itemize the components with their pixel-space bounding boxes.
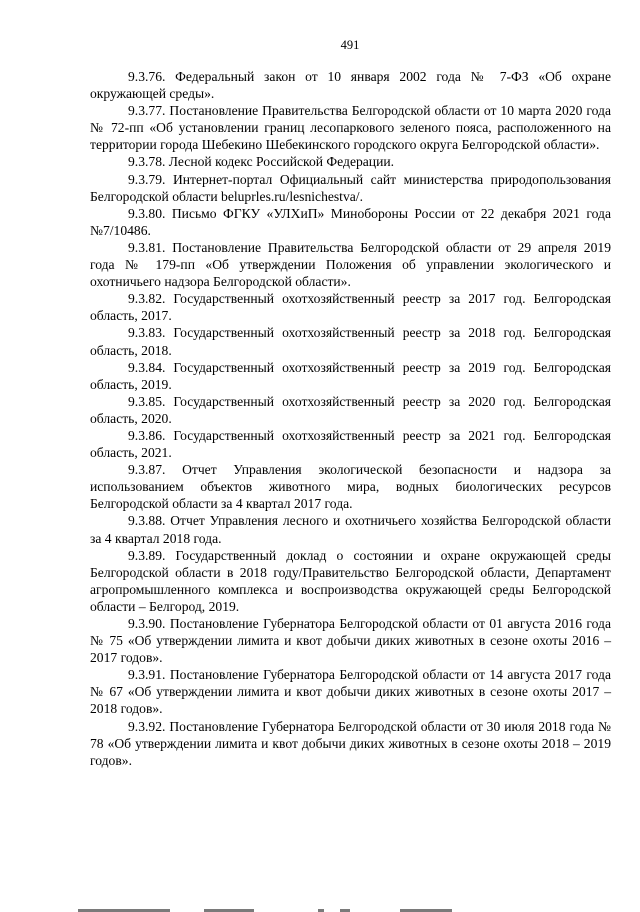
- reference-item: [90, 427, 611, 461]
- reference-number: 9.3.80.: [128, 205, 166, 221]
- reference-item: [90, 68, 611, 102]
- reference-text: Интернет-портал Официальный сайт министерства природопользования Белгородской области beluprles.ru/lesnichestva/.: [90, 171, 611, 204]
- reference-item: [90, 171, 611, 205]
- reference-item: [90, 666, 611, 717]
- reference-item: [90, 512, 611, 546]
- reference-number: 9.3.83.: [128, 325, 166, 341]
- reference-text: Постановление Губернатора Белгородской области от 14 августа 2017 года № 67 «Об утверждении лимита и квот добычи диких животных в сезоне охоты 2017 – 2018 годов».: [90, 667, 611, 717]
- reference-item: [90, 324, 611, 358]
- reference-text: Отчет Управления экологической безопасности и надзора за использованием объектов животного мира, водных биологических ресурсов Белгородской области за 4 квартал 2017 года.: [90, 462, 612, 512]
- reference-item: [90, 615, 611, 666]
- footer-stamp-marks: [0, 903, 640, 912]
- reference-number: 9.3.81.: [128, 239, 166, 255]
- reference-text: Государственный охотхозяйственный реестр за 2017 год. Белгородская область, 2017.: [90, 291, 611, 324]
- page-number: 491: [340, 38, 360, 52]
- reference-item: [90, 393, 611, 427]
- reference-item: [90, 239, 611, 290]
- reference-number: 9.3.86.: [128, 427, 166, 443]
- reference-text: Государственный доклад о состоянии и охране окружающей среды Белгородской области в 2018 году/Правительство Белгородской области, Департамент агропромышленного комплекса и воспроизводства окружающей среды Белгородской области – Белгород, 2019.: [90, 547, 611, 614]
- reference-text: Лесной кодекс Российской Федерации.: [168, 154, 395, 170]
- reference-number: 9.3.89.: [128, 547, 166, 563]
- reference-number: 9.3.91.: [128, 667, 166, 683]
- reference-number: 9.3.76.: [128, 69, 166, 84]
- reference-text: Постановление Губернатора Белгородской области от 01 августа 2016 года № 75 «Об утверждении лимита и квот добычи диких животных в сезоне охоты 2016 – 2017 годов».: [90, 616, 611, 666]
- reference-item: [90, 547, 611, 615]
- reference-number: 9.3.85.: [128, 393, 166, 409]
- reference-item: [90, 461, 611, 512]
- reference-item: [90, 718, 611, 769]
- reference-item: [90, 102, 611, 153]
- reference-number: 9.3.87.: [128, 462, 166, 478]
- reference-number: 9.3.92.: [128, 718, 166, 734]
- reference-number: 9.3.90.: [128, 616, 166, 631]
- reference-text: Постановление Правительства Белгородской области от 29 апреля 2019 года № 179-пп «Об утверждении Положения об управлении экологического и охотничьего надзора Белгородской области».: [90, 239, 611, 290]
- reference-item: [90, 359, 611, 393]
- reference-list: [90, 68, 611, 769]
- reference-number: 9.3.84.: [128, 359, 166, 375]
- reference-number: 9.3.82.: [128, 291, 166, 307]
- reference-item: [90, 205, 611, 239]
- reference-text: Государственный охотхозяйственный реестр за 2021 год. Белгородская область, 2021.: [90, 427, 611, 461]
- reference-number: 9.3.79.: [128, 171, 166, 187]
- reference-text: Государственный охотхозяйственный реестр за 2019 год. Белгородская область, 2019.: [90, 359, 611, 392]
- reference-number: 9.3.78.: [128, 154, 166, 170]
- reference-text: Письмо ФГКУ «УЛХиП» Минобороны России от 22 декабря 2021 года №7/10486.: [90, 205, 611, 238]
- reference-number: 9.3.77.: [128, 103, 166, 119]
- reference-text: Постановление Губернатора Белгородской области от 30 июля 2018 года № 78 «Об утверждении лимита и квот добычи диких животных в сезоне охоты 2018 – 2019 годов».: [90, 718, 611, 768]
- reference-text: Государственный охотхозяйственный реестр за 2018 год. Белгородская область, 2018.: [90, 325, 611, 358]
- reference-item: [90, 153, 611, 170]
- reference-text: Федеральный закон от 10 января 2002 года № 7-ФЗ «Об охране окружающей среды».: [90, 69, 611, 102]
- reference-text: Постановление Правительства Белгородской области от 10 марта 2020 года № 72-пп «Об установлении границ лесопаркового зеленого пояса, расположенного на территории города Шебекино Шебекинского городского округа Белгородской области».: [90, 103, 611, 153]
- reference-text: Государственный охотхозяйственный реестр за 2020 год. Белгородская область, 2020.: [90, 393, 611, 426]
- reference-number: 9.3.88.: [128, 513, 166, 529]
- reference-item: [90, 290, 611, 324]
- reference-text: Отчет Управления лесного и охотничьего хозяйства Белгородской области за 4 квартал 2018 года.: [90, 513, 611, 546]
